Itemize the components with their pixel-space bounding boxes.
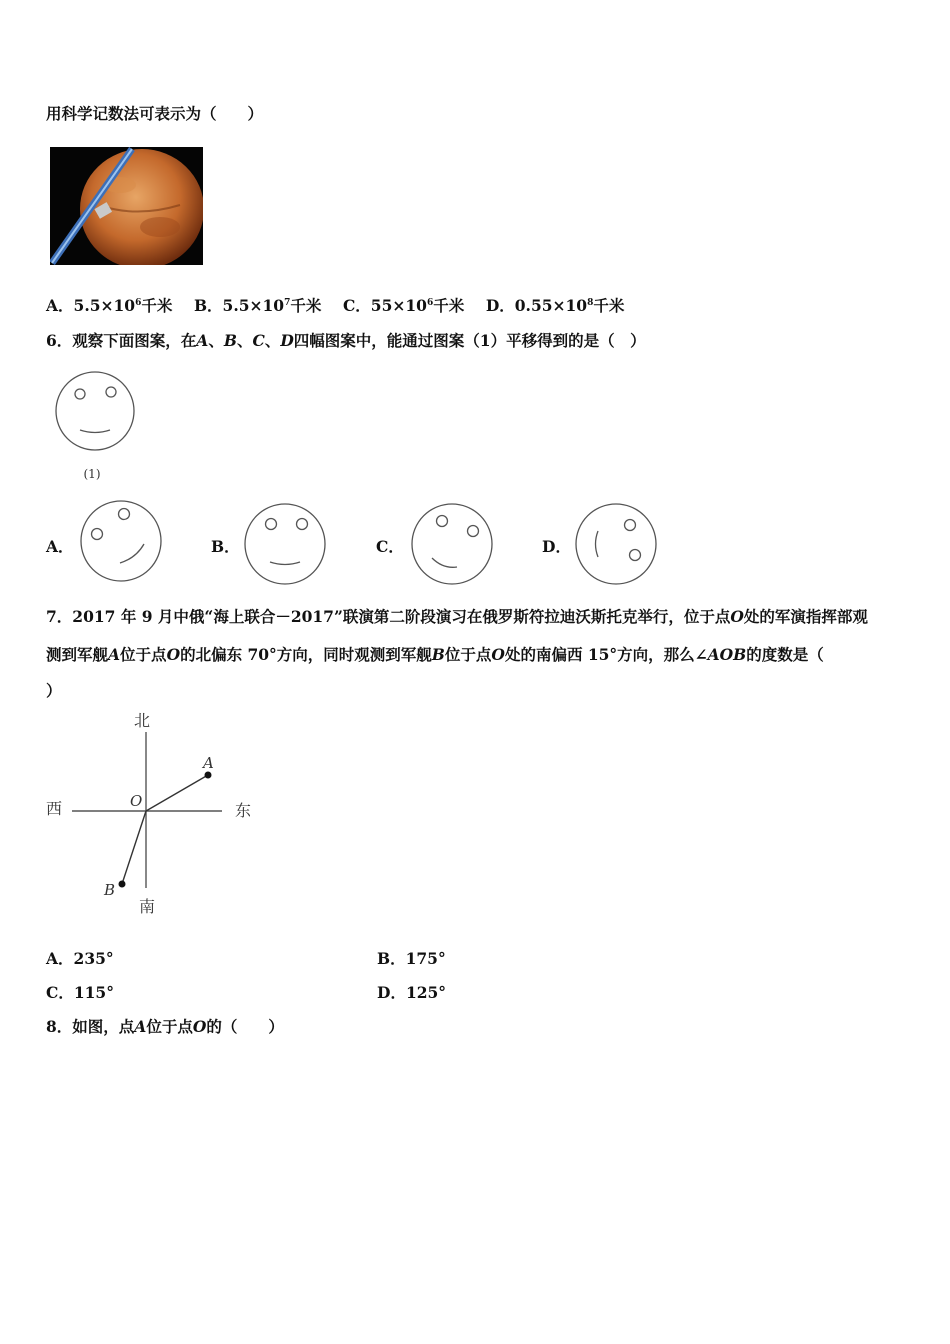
option-c[interactable]: C．$55\times 10^6$千米 [342,296,465,315]
north-label: 北 [133,711,151,730]
question-7-stem-line-3: ） [46,681,62,700]
smiley-option-b[interactable] [242,501,328,591]
smiley-figure-original [54,370,138,482]
mars-probe-image [50,147,203,265]
question-7-stem-line-1: 7．2017 年 9 月中俄“海上联合－2017”联演第二阶段演习在俄罗斯符拉迪沃斯托克举行，位于点O处的军演指挥部观 [46,607,868,626]
point-a-label: A [203,754,214,772]
q7-option-a[interactable]: A．235° [46,949,114,968]
west-label: 西 [45,799,63,818]
q7-option-d[interactable]: D．125° [377,983,447,1002]
compass-diagram [44,706,264,922]
question-5-options [46,294,624,316]
question-5-stem [46,102,263,124]
q6-option-d-label[interactable]: D． [542,537,571,556]
option-a[interactable]: A．$5.5\times 10^6$千米 [46,296,173,315]
q6-option-c-label[interactable]: C． [376,537,404,556]
ray-oa [146,775,208,811]
question-6-stem: 6．观察下面图案，在A、B、C、D四幅图案中，能通过图案（1）平移得到的是（ ） [46,331,646,350]
option-b[interactable]: B．$5.5\times 10^7$千米 [193,296,322,315]
south-label: 南 [138,897,156,916]
q6-option-a-label[interactable]: A． [46,537,74,556]
smiley-option-d[interactable] [573,501,659,591]
q6-option-b-label[interactable]: B． [211,537,240,556]
q7-option-c[interactable]: C．115° [46,983,114,1002]
question-7-stem-line-2: 测到军舰A位于点O的北偏东 70°方向，同时观测到军舰B位于点O处的南偏西 15°方向，那么∠AOB的度数是（ [46,645,824,664]
point-a-dot [205,772,212,779]
smiley-option-c[interactable] [409,501,495,591]
option-d[interactable]: D．$0.55\times 10^8$千米 [485,296,625,315]
question-5-stem-text: 用科学记数法可表示为（ ） [46,104,264,123]
smiley-option-a[interactable] [78,498,164,588]
point-b-dot [119,881,126,888]
point-b-label: B [104,881,116,899]
figure-caption: (1) [83,467,101,481]
origin-label: O [130,792,143,810]
ray-ob [122,811,146,884]
east-label: 东 [234,801,252,820]
q7-option-b[interactable]: B．175° [377,949,446,968]
question-8-stem: 8．如图，点A位于点O的（ ） [46,1017,284,1036]
